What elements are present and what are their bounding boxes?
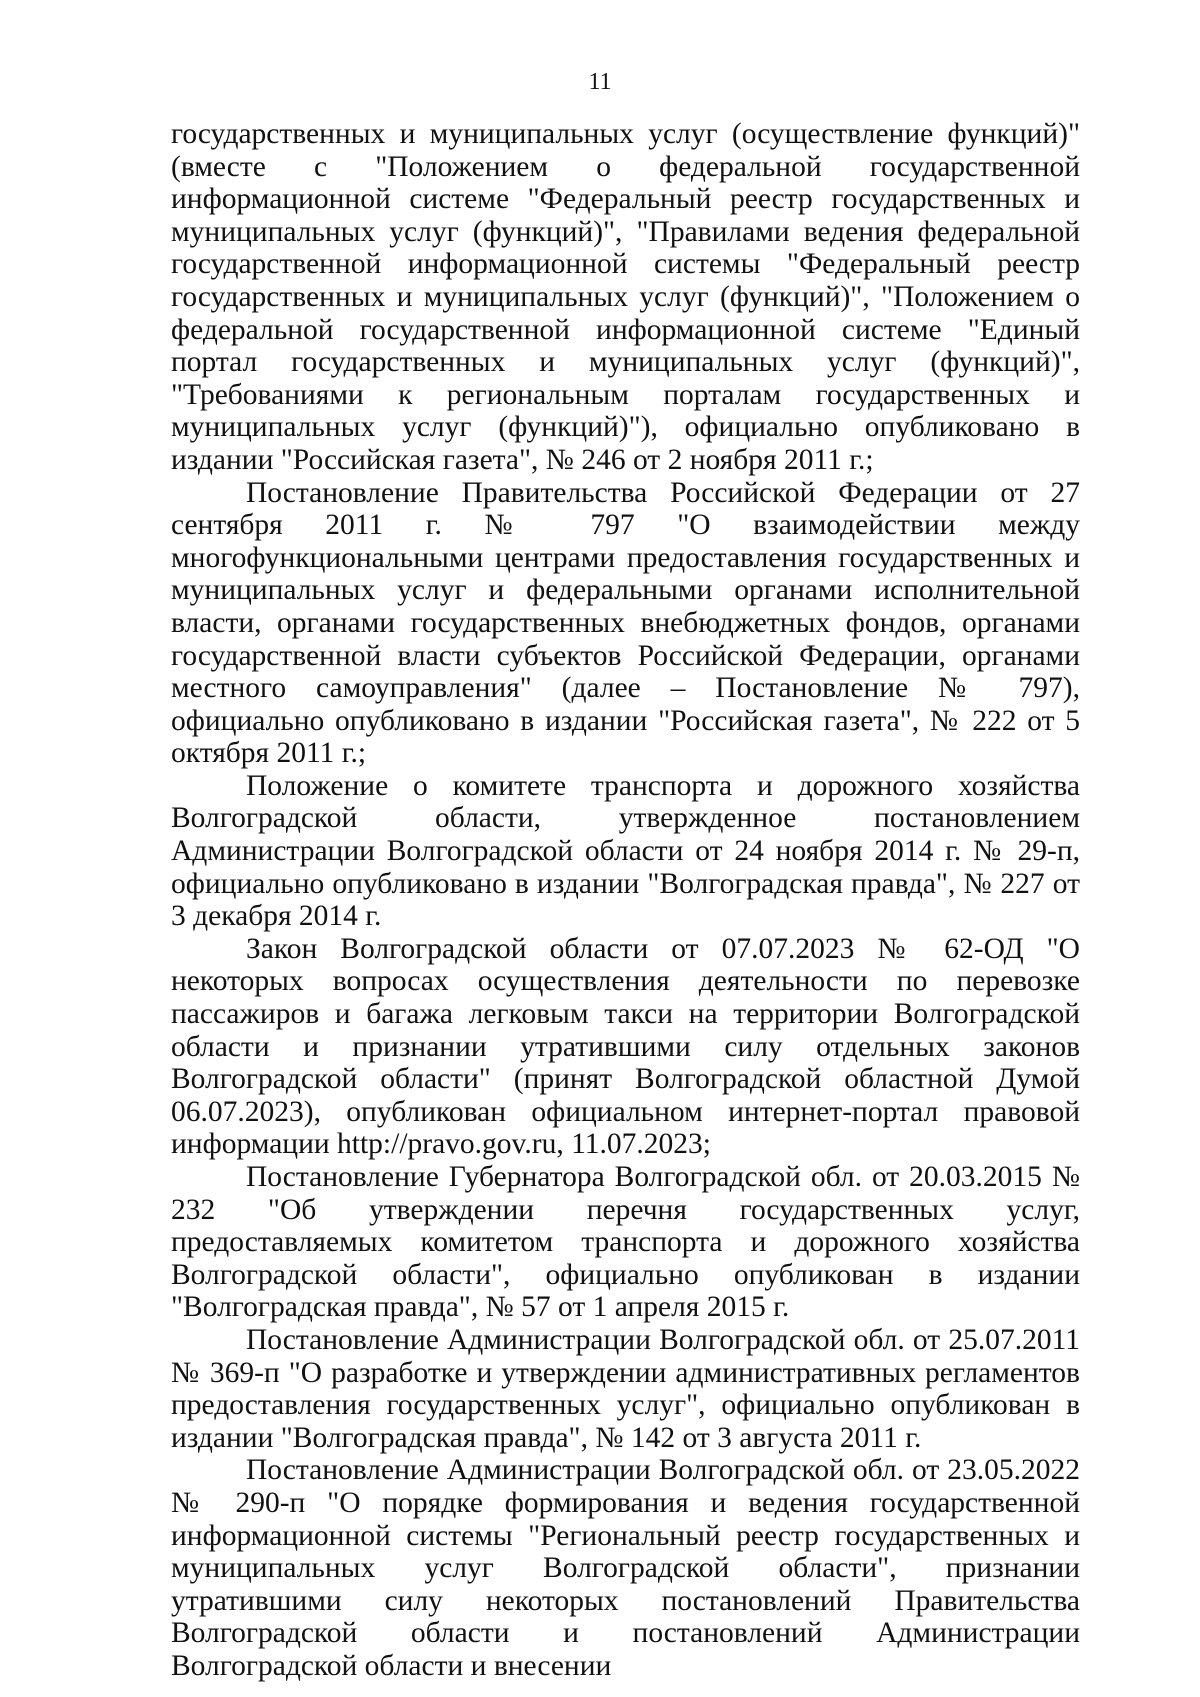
paragraph-7: Постановление Администрации Волгоградской обл. от 23.05.2022 № 290-п "О порядке формирования и ведения государственной информационной системы "Региональный реестр государственных и муниципальных услуг Волгоградской области", признании утратившими силу некоторых постановлений Правительства Волгоградской области и постановлений Администрации Волгоградской области и внесении	[171, 1454, 1080, 1682]
paragraph-3: Положение о комитете транспорта и дорожного хозяйства Волгоградской области, утвержденное постановлением Администрации Волгоградской области от 24 ноября 2014 г. № 29-п, официально опубликовано в издании "Волгоградская правда", № 227 от 3 декабря 2014 г.	[171, 769, 1080, 933]
paragraph-2: Постановление Правительства Российской Федерации от 27 сентября 2011 г. № 797 "О взаимодействии между многофункциональными центрами предоставления государственных и муниципальных услуг и федеральными органами исполнительной власти, органами государственных внебюджетных фондов, органами государственной власти субъектов Российской Федерации, органами местного самоуправления" (далее – Постановление № 797), официально опубликовано в издании "Российская газета", № 222 от 5 октября 2011 г.;	[171, 476, 1080, 770]
paragraph-5: Постановление Губернатора Волгоградской обл. от 20.03.2015 № 232 "Об утверждении перечня государственных услуг, предоставляемых комитетом транспорта и дорожного хозяйства Волгоградской области", официально опубликован в издании "Волгоградская правда", № 57 от 1 апреля 2015 г.	[171, 1161, 1080, 1324]
paragraph-1: государственных и муниципальных услуг (осуществление функций)" (вместе с "Положением о федеральной государственной информационной системе "Федеральный реестр государственных и муниципальных услуг (функций)", "Правилами ведения федеральной государственной информационной системы "Федеральный реестр государственных и муниципальных услуг (функций)", "Положением о федеральной государственной информационной системе "Единый портал государственных и муниципальных услуг (функций)", "Требованиями к региональным порталам государственных и муниципальных услуг (функций)"), официально опубликовано в издании "Российская газета", № 246 от 2 ноября 2011 г.;	[171, 118, 1080, 476]
paragraph-4: Закон Волгоградской области от 07.07.2023 № 62-ОД "О некоторых вопросах осуществления деятельности по перевозке пассажиров и багажа легковым такси на территории Волгоградской области и признании утратившими силу отдельных законов Волгоградской области" (принят Волгоградской областной Думой 06.07.2023), опубликован официальном интернет-портал правовой информации http://pravo.gov.ru, 11.07.2023;	[171, 932, 1080, 1161]
page-number: 11	[588, 69, 612, 95]
paragraph-6: Постановление Администрации Волгоградской обл. от 25.07.2011 № 369-п "О разработке и утверждении административных регламентов предоставления государственных услуг", официально опубликован в издании "Волгоградская правда", № 142 от 3 августа 2011 г.	[171, 1323, 1080, 1454]
document-body	[171, 118, 1080, 1683]
